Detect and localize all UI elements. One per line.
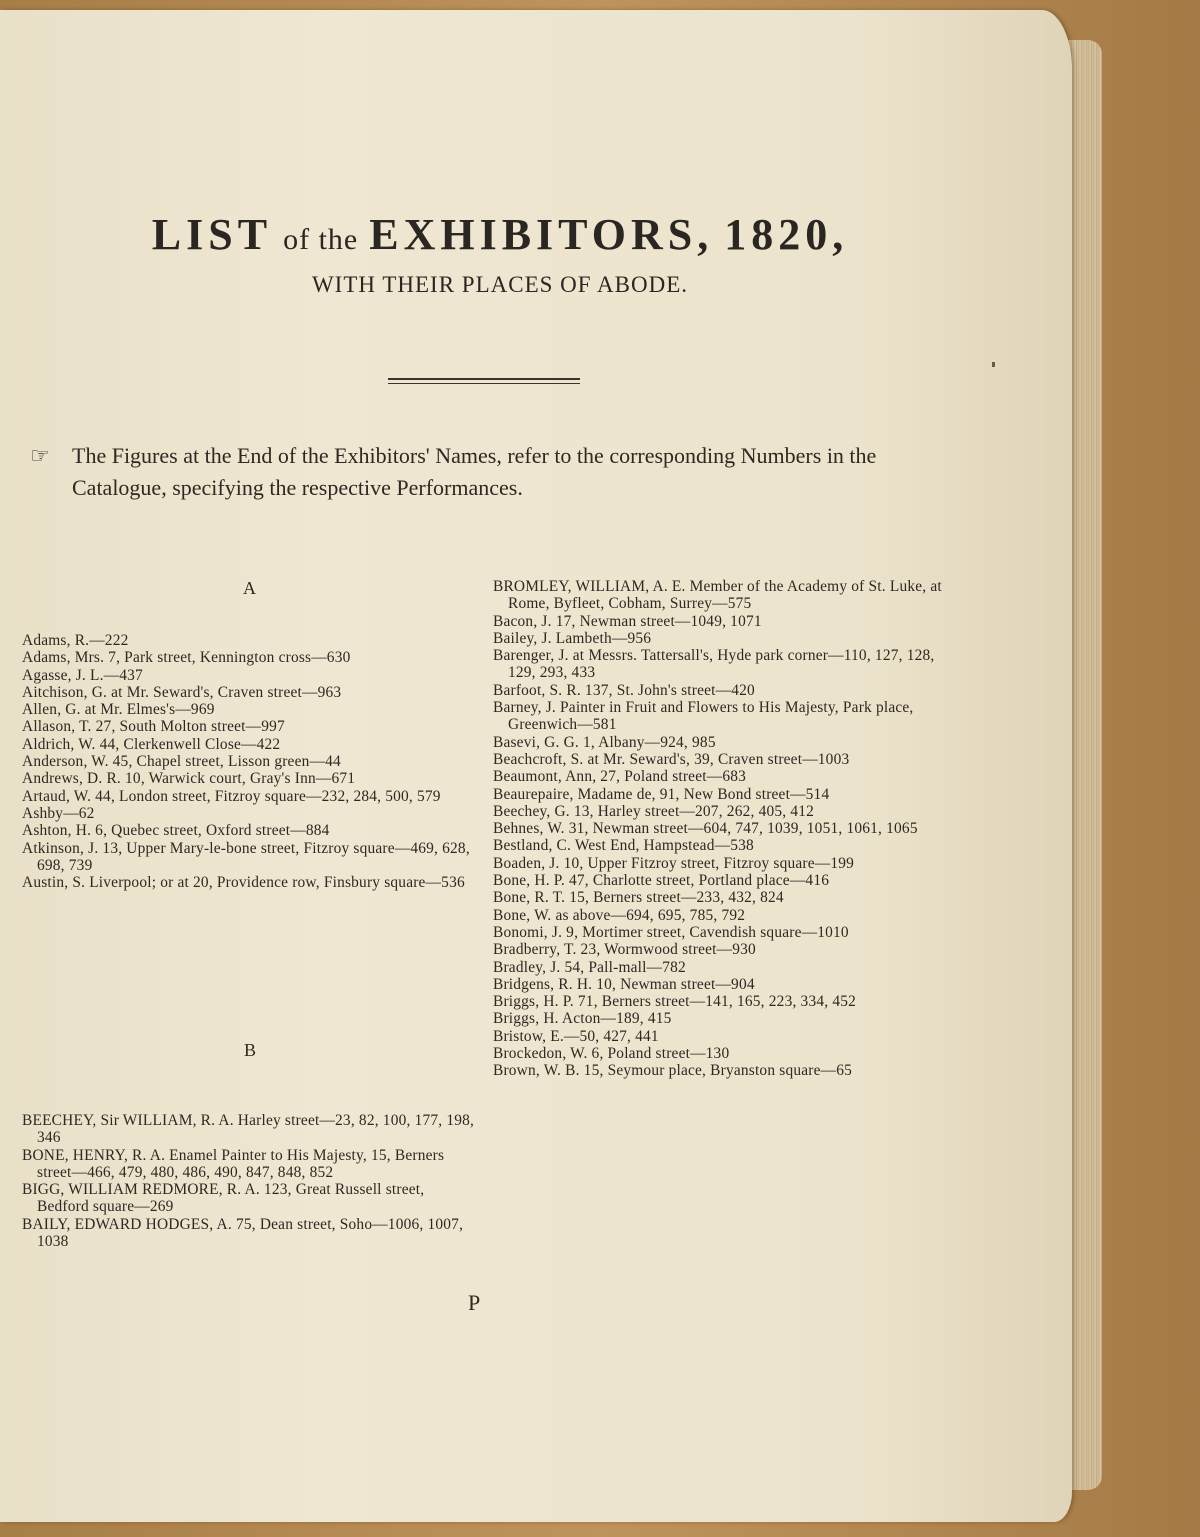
section-b-continued-list: [493, 578, 948, 1080]
list-item: Barney, J. Painter in Fruit and Flowers to His Majesty, Park place, Greenwich—581: [493, 699, 914, 734]
section-a-list: [22, 632, 477, 891]
list-item: Bradley, J. 54, Pall-mall—782: [493, 958, 686, 976]
list-item: Bonomi, J. 9, Mortimer street, Cavendish square—1010: [493, 923, 849, 941]
title-word-list: LIST: [151, 210, 273, 259]
list-item: Bristow, E.—50, 427, 441: [493, 1027, 659, 1045]
list-item: Briggs, H. Acton—189, 415: [493, 1010, 672, 1028]
list-item: Barfoot, S. R. 137, St. John's street—420: [493, 681, 755, 699]
list-item: Agasse, J. L.—437: [22, 666, 143, 684]
list-item: Barenger, J. at Messrs. Tattersall's, Hyde park corner—110, 127, 128, 129, 293, 433: [493, 647, 935, 682]
title-year: 1820,: [724, 210, 849, 259]
list-item: Bone, R. T. 15, Berners street—233, 432, 824: [493, 889, 784, 907]
list-item: Ashton, H. 6, Quebec street, Oxford street—884: [22, 822, 330, 840]
list-item: Bacon, J. 17, Newman street—1049, 1071: [493, 612, 762, 630]
list-item: Austin, S. Liverpool; or at 20, Providence row, Finsbury square—536: [22, 874, 465, 892]
section-letter-b: B: [244, 1040, 257, 1060]
notice-paragraph: [30, 440, 950, 504]
section-b-list: [22, 1112, 477, 1250]
list-item: Anderson, W. 45, Chapel street, Lisson green—44: [22, 753, 341, 771]
signature-mark: P: [468, 1290, 481, 1315]
list-item: Aldrich, W. 44, Clerkenwell Close—422: [22, 735, 281, 753]
page-title: [0, 210, 1000, 265]
list-item: Bradberry, T. 23, Wormwood street—930: [493, 941, 756, 959]
page-subtitle: WITH THEIR PLACES OF ABODE.: [311, 272, 689, 297]
list-item: Adams, R.—222: [22, 632, 129, 649]
list-item: Brown, W. B. 15, Seymour place, Bryanston square—65: [493, 1062, 853, 1080]
list-item: Artaud, W. 44, London street, Fitzroy square—232, 284, 500, 579: [22, 787, 441, 805]
list-item: Atkinson, J. 13, Upper Mary-le-bone street, Fitzroy square—469, 628, 698, 739: [22, 839, 470, 874]
title-word-of-the: of the: [283, 223, 359, 256]
list-item: Bone, W. as above—694, 695, 785, 792: [493, 906, 746, 924]
notice-text: The Figures at the End of the Exhibitors' Names, refer to the corresponding Numbers in the Catalogue, specifying the respective Performances.: [72, 443, 877, 500]
title-word-exhibitors: EXHIBITORS,: [369, 210, 714, 259]
book-page: [0, 10, 1072, 1522]
ink-mark: [992, 362, 995, 367]
list-item: Allason, T. 27, South Molton street—997: [22, 718, 285, 736]
list-item: Boaden, J. 10, Upper Fitzroy street, Fitzroy square—199: [493, 854, 855, 872]
list-item: Briggs, H. P. 71, Berners street—141, 165, 223, 334, 452: [493, 993, 857, 1011]
list-item: Andrews, D. R. 10, Warwick court, Gray's Inn—671: [22, 770, 356, 788]
list-item: Bestland, C. West End, Hampstead—538: [493, 837, 754, 855]
list-item: Bailey, J. Lambeth—956: [493, 629, 652, 647]
list-item: BEECHEY, Sir WILLIAM, R. A. Harley street—23, 82, 100, 177, 198, 346: [22, 1112, 475, 1147]
list-item: Ashby—62: [22, 804, 95, 822]
list-item: Beaurepaire, Madame de, 91, New Bond street—514: [493, 785, 830, 803]
list-item: Aitchison, G. at Mr. Seward's, Craven street—963: [22, 683, 342, 701]
list-item: Brockedon, W. 6, Poland street—130: [493, 1045, 730, 1063]
list-item: BAILY, EDWARD HODGES, A. 75, Dean street, Soho—1006, 1007, 1038: [22, 1215, 464, 1251]
list-item: Beachcroft, S. at Mr. Seward's, 39, Craven street—1003: [493, 750, 850, 768]
list-item: BONE, HENRY, R. A. Enamel Painter to His Majesty, 15, Berners street—466, 479, 480, 486, 490, 847, 848, 852: [22, 1146, 445, 1181]
list-item: Bone, H. P. 47, Charlotte street, Portland place—416: [493, 872, 830, 890]
list-item: Bridgens, R. H. 10, Newman street—904: [493, 975, 755, 993]
list-item: Basevi, G. G. 1, Albany—924, 985: [493, 733, 716, 751]
list-item: Adams, Mrs. 7, Park street, Kennington cross—630: [22, 649, 351, 667]
pointing-hand-icon: ☞: [30, 443, 50, 468]
list-item: BIGG, WILLIAM REDMORE, R. A. 123, Great Russell street, Bedford square—269: [22, 1181, 425, 1216]
list-item: Beaumont, Ann, 27, Poland street—683: [493, 768, 746, 786]
section-letter-a: A: [243, 578, 256, 598]
list-item: Allen, G. at Mr. Elmes's—969: [22, 701, 215, 719]
list-item: Beechey, G. 13, Harley street—207, 262, 405, 412: [493, 802, 815, 820]
list-item: BROMLEY, WILLIAM, A. E. Member of the Academy of St. Luke, at Rome, Byfleet, Cobham, Surrey—575: [493, 578, 942, 613]
list-item: Behnes, W. 31, Newman street—604, 747, 1039, 1051, 1061, 1065: [493, 820, 918, 838]
title-divider: [388, 378, 580, 384]
